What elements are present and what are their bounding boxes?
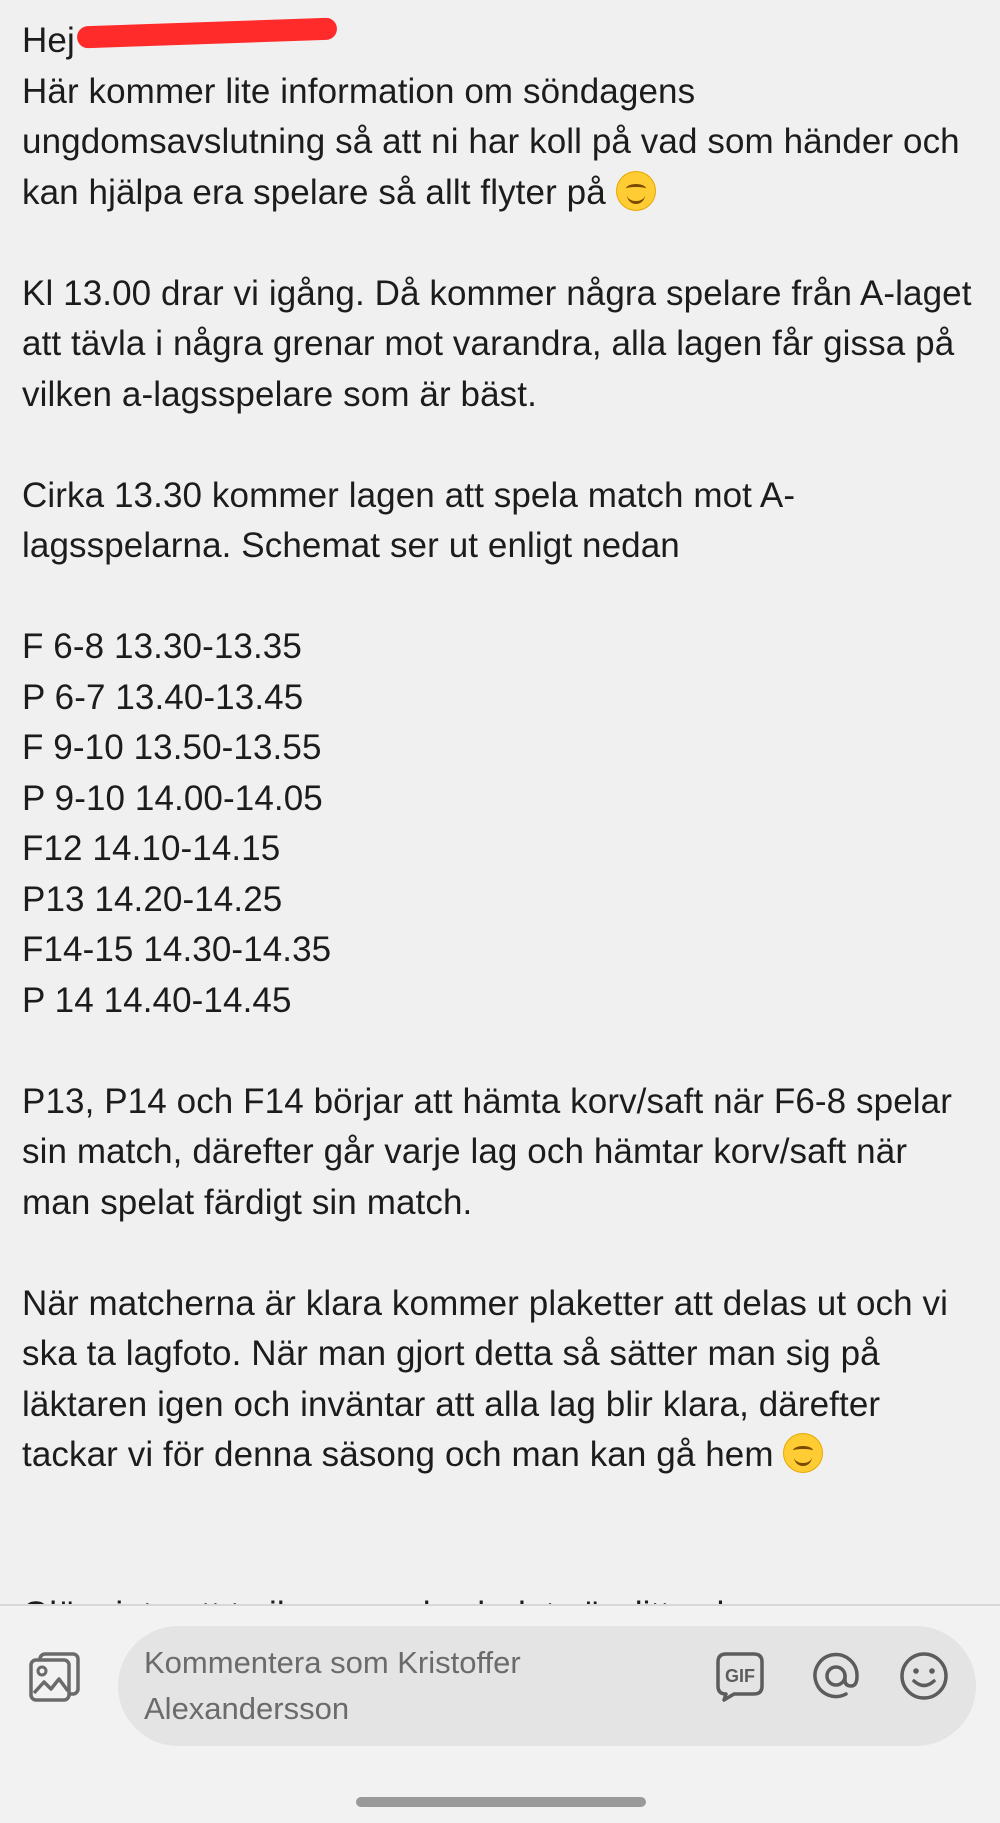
intro-paragraph — [22, 67, 978, 219]
end-paragraph — [22, 1279, 978, 1481]
home-indicator[interactable] — [356, 1797, 646, 1807]
spacer — [22, 1228, 978, 1279]
schedule-item: P 14 14.40-14.45 — [22, 980, 292, 1020]
greeting-text: Hej — [22, 21, 75, 60]
gif-icon[interactable] — [712, 1648, 768, 1704]
schedule-item: F12 14.10-14.15 — [22, 829, 281, 868]
redaction-mark — [77, 17, 338, 48]
photo-icon[interactable] — [26, 1648, 84, 1706]
svg-text:GIF: GIF — [725, 1666, 755, 1686]
match-paragraph: Cirka 13.30 kommer lagen att spela match mot A-lagsspelarna. Schemat ser ut enligt nedan — [22, 475, 796, 565]
schedule-item: F14-15 14.30-14.35 — [22, 930, 332, 969]
spacer — [22, 1026, 978, 1077]
schedule-item: F 6-8 13.30-13.35 — [22, 627, 302, 666]
smiling-emoji-icon — [783, 1433, 823, 1473]
comment-input[interactable] — [118, 1626, 976, 1746]
spacer — [22, 218, 978, 269]
smiling-emoji-icon — [616, 171, 656, 211]
schedule-item: P13 14.20-14.25 — [22, 879, 283, 919]
intro-text: Här kommer lite information om söndagens ungdomsavslutning så att ni har koll på vad som händer och kan hjälpa era spelare så allt flyter på — [22, 71, 960, 212]
food-paragraph: P13, P14 och F14 börjar att hämta korv/saft när F6-8 spelar sin match, därefter går varje lag och hämtar korv/saft när man spelat färdigt sin match. — [22, 1081, 952, 1222]
smile-icon[interactable] — [896, 1648, 952, 1704]
schedule-item: F 9-10 13.50-13.55 — [22, 728, 322, 767]
at-icon[interactable] — [808, 1648, 864, 1704]
end-text: När matcherna är klara kommer plaketter att delas ut och vi ska ta lagfoto. När man gjort detta så sätter man sig på läktaren igen och inväntar att alla lag blir klara, därefter tackar vi för denna säsong och man kan gå hem — [22, 1283, 948, 1474]
start-paragraph: Kl 13.00 drar vi igång. Då kommer några spelare från A-laget att tävla i några grenar mot varandra, alla lagen får gissa på vilken a-lagsspelare som är bäst. — [22, 273, 972, 414]
schedule-item: P 6-7 13.40-13.45 — [22, 677, 304, 717]
comment-bar — [0, 1606, 1000, 1823]
comment-placeholder: Kommentera som Kristoffer Alexandersson — [144, 1645, 521, 1726]
greeting-line — [22, 16, 978, 67]
spacer — [22, 420, 978, 471]
spacer — [22, 572, 978, 623]
schedule-item: P 9-10 14.00-14.05 — [22, 778, 323, 818]
